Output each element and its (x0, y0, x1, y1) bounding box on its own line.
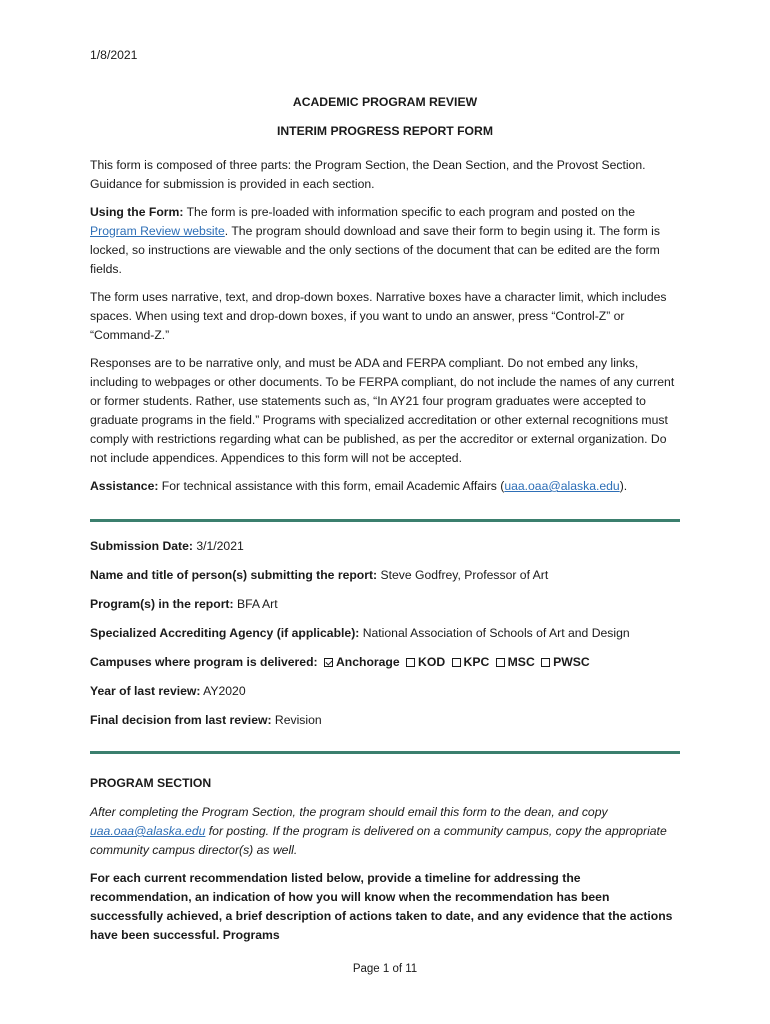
program-section-email-link[interactable]: uaa.oaa@alaska.edu (90, 824, 206, 838)
section-divider-2 (90, 751, 680, 754)
using-form-paragraph (90, 203, 684, 279)
intro-paragraph-1: This form is composed of three parts: the Program Section, the Dean Section, and the Provost Section. Guidance for submission is provided in each section. (90, 158, 646, 191)
campus-checkbox-anchorage[interactable] (324, 658, 333, 667)
using-form-label: Using the Form: (90, 205, 184, 219)
last-review-year-value[interactable]: AY2020 (200, 684, 246, 698)
submitter-value[interactable]: Steve Godfrey, Professor of Art (377, 568, 549, 582)
programs-field (90, 595, 684, 614)
campuses-label: Campuses where program is delivered: (90, 655, 318, 669)
submitter-label: Name and title of person(s) submitting the report: (90, 568, 378, 582)
program-section-instructions (90, 803, 684, 860)
campus-checkbox-msc[interactable] (496, 658, 505, 667)
document-date: 1/8/2021 (90, 48, 138, 62)
campuses-field (90, 653, 684, 672)
program-review-link[interactable]: Program Review website (90, 224, 225, 238)
accrediting-agency-label: Specialized Accrediting Agency (if applicable): (90, 626, 360, 640)
section-divider-1 (90, 519, 680, 522)
page-number: Page 1 of 11 (352, 963, 418, 975)
campus-name-kod: KOD (418, 655, 446, 669)
final-decision-field (90, 711, 684, 730)
assistance-text-b: ). (619, 479, 628, 493)
assistance-text-a: For technical assistance with this form, email Academic Affairs ( (158, 479, 505, 493)
accrediting-agency-value[interactable]: National Association of Schools of Art and Design (359, 626, 630, 640)
submission-date-field (90, 537, 684, 556)
assistance-paragraph (90, 477, 684, 496)
intro-section (90, 156, 684, 496)
campus-name-pwsc: PWSC (553, 655, 590, 669)
submission-date-label: Submission Date: (90, 539, 193, 553)
program-instructions-text-a: After completing the Program Section, the program should email this form to the dean, and copy (90, 805, 608, 819)
campus-checkbox-kpc[interactable] (452, 658, 461, 667)
campus-name-kpc: KPC (463, 655, 490, 669)
programs-value[interactable]: BFA Art (233, 597, 278, 611)
document-subtitle: INTERIM PROGRESS REPORT FORM (276, 124, 493, 138)
program-instructions-text-b: for posting. If the program is delivered on a community campus, copy the appropriate community campus director(s) as well. (90, 824, 667, 857)
campus-name-anchorage: Anchorage (335, 655, 400, 669)
form-uses-paragraph: The form uses narrative, text, and drop-down boxes. Narrative boxes have a character limit, which includes spaces. When using text and drop-down boxes, if you want to undo an answer, press “Control-Z” or “Command-Z.” (90, 290, 667, 342)
assistance-label: Assistance: (90, 479, 159, 493)
program-section-heading: PROGRAM SECTION (90, 776, 212, 790)
final-decision-label: Final decision from last review: (90, 713, 272, 727)
responses-paragraph: Responses are to be narrative only, and must be ADA and FERPA compliant. Do not embed any links, including to webpages or other documents. To be FERPA compliant, do not include the names of any current or former students. Rather, use statements such as, “In AY21 four program graduates were accepted to graduate programs in the field.” Programs with specialized accreditation or other external recognitions must comply with restrictions regarding what can be published, as per the accreditor or external organization. Do not include appendices. Appendices to this form will not be accepted. (90, 356, 675, 465)
accrediting-agency-field (90, 624, 684, 643)
recommendation-instructions: For each current recommendation listed below, provide a timeline for addressing the recommendation, an indication of how you will know when the recommendation has been successfully achieved, a brief description of actions taken to date, and any evidence that the actions have been successful. Programs (90, 871, 673, 942)
document-title: ACADEMIC PROGRAM REVIEW (292, 95, 478, 109)
campus-checkbox-pwsc[interactable] (541, 658, 550, 667)
programs-label: Program(s) in the report: (90, 597, 234, 611)
program-section (90, 774, 684, 945)
using-form-text-a: The form is pre-loaded with information specific to each program and posted on the (183, 205, 636, 219)
submitter-field (90, 566, 684, 585)
assistance-email-link[interactable]: uaa.oaa@alaska.edu (504, 479, 620, 493)
final-decision-value[interactable]: Revision (271, 713, 322, 727)
using-form-text-b: . The program should download and save their form to begin using it. The form is locked, so instructions are viewable and the only sections of the document that can be edited are the form fields. (90, 224, 660, 276)
campus-name-msc: MSC (507, 655, 535, 669)
submission-date-value[interactable]: 3/1/2021 (192, 539, 244, 553)
last-review-year-field (90, 682, 684, 701)
last-review-year-label: Year of last review: (90, 684, 201, 698)
campus-checkbox-kod[interactable] (406, 658, 415, 667)
